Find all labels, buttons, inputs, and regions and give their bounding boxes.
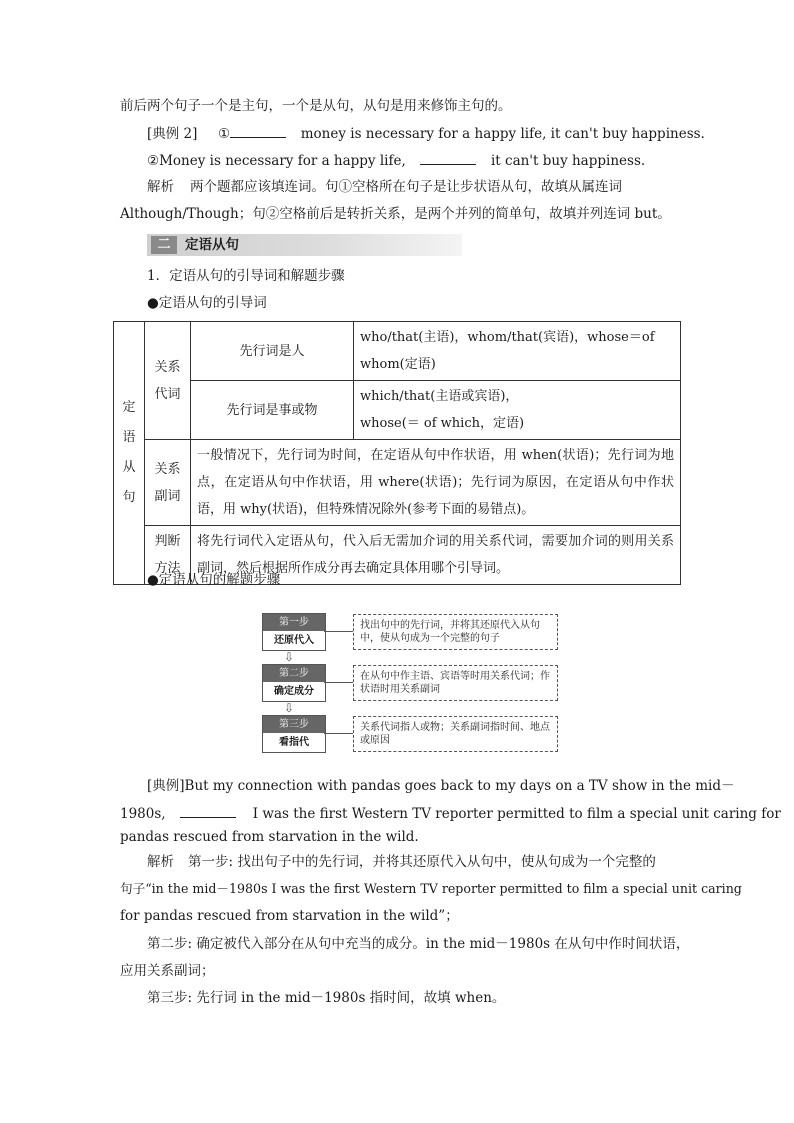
judge-text: 将先行词代入定语从句，代入后无需加介词的用关系代词，需要加介词的则用关系副词，然后根据所作成分再去确定具体用哪个引导词。 (191, 526, 681, 585)
example2-q2 (147, 150, 645, 171)
connector-line (324, 733, 353, 734)
example-line-2: 1980s, I was the first Western TV reporter permitted to film a special unit caring for (120, 803, 781, 824)
connector-line (324, 682, 353, 683)
example-step2-b: 应用关系副词； (120, 963, 215, 979)
table-main-header: 定 语 从 句 (114, 322, 145, 585)
flow-step-3: 第三步 看指代 (262, 715, 326, 753)
example-step2-a: 第二步: 确定被代入部分在从句中充当的成分。in the mid－1980s 在从句中作时间状语， (147, 936, 690, 952)
section-number: 二 (151, 236, 177, 254)
example-text-1: But my connection with pandas goes back to my days on a TV show in the mid－ (184, 778, 735, 794)
rel-pronoun-header: 关系 代词 (145, 322, 191, 440)
subsection-title: 1．定语从句的引导词和解题步骤 (147, 268, 345, 284)
example-analysis-2: 句子“in the mid－1980s I was the first Western TV reporter permitted to film a special unit caring (120, 881, 742, 896)
flow-desc-1: 找出句中的先行词，并将其还原代入从句中，使从句成为一个完整的句子 (353, 614, 558, 650)
flow-desc-2: 在从句中作主语、宾语等时用关系代词；作状语时用关系副词 (353, 665, 558, 701)
thing-value: which/that(主语或宾语)， whose(＝ of which，定语) (354, 381, 681, 440)
rel-adverb-header: 关系 副词 (145, 440, 191, 526)
bullet-steps: ●定语从句的解题步骤 (147, 572, 281, 588)
q2-text: ②Money is necessary for a happy life, (147, 153, 406, 169)
thing-label: 先行词是事或物 (191, 381, 354, 440)
answer-blank (180, 803, 236, 818)
q1-number: ① (218, 126, 231, 142)
person-value: who/that(主语)，whom/that(宾语)，whose＝of whom(定语) (354, 322, 681, 381)
answer-blank (420, 150, 476, 165)
analysis-label: 解析 (147, 854, 174, 870)
down-arrow-icon: ⇩ (284, 650, 295, 664)
analysis-text: 两个题都应该填连词。句①空格所在句子是让步状语从句，故填从属连词 (190, 179, 622, 195)
person-label: 先行词是人 (191, 322, 354, 381)
example2-label: [典例 2] (147, 126, 198, 142)
down-arrow-icon: ⇩ (284, 701, 295, 715)
analysis-label: 解析 (147, 179, 174, 195)
analysis-line-1 (147, 177, 622, 197)
section-heading (147, 234, 462, 256)
answer-blank (230, 123, 286, 138)
example-analysis-1: 解析 第一步: 找出句子中的先行词，并将其还原代入从句中，使从句成为一个完整的 (147, 854, 656, 870)
example-line-3: pandas rescued from starvation in the wild. (120, 829, 419, 845)
q2-tail: it can't buy happiness. (490, 153, 646, 169)
flow-desc-3: 关系代词指人或物；关系副词指时间、地点或原因 (353, 716, 558, 752)
example2-q1 (147, 123, 705, 144)
bullet-pronouns: ●定语从句的引导词 (147, 295, 267, 311)
example-step3: 第三步: 先行词 in the mid－1980s 指时间，故填 when。 (147, 990, 506, 1006)
connector-line (324, 631, 353, 632)
relative-clause-table (113, 321, 681, 585)
example-line-1 (147, 776, 735, 796)
rel-adverb-text: 一般情况下，先行词为时间，在定语从句中作状语，用 when(状语)；先行词为地点，在定语从句中作状语，用 where(状语)；先行词为原因，在定语从句中作状语，用 why(状语)，但特殊情况除外(参考下面的易错点)。 (191, 440, 681, 526)
example-label: [典例] (147, 778, 185, 794)
example-analysis-3: for pandas rescued from starvation in the wild”； (120, 908, 459, 924)
intro-line: 前后两个句子一个是主句，一个是从句，从句是用来修饰主句的。 (120, 98, 512, 114)
section-title: 定语从句 (185, 237, 239, 253)
flow-step-2: 第二步 确定成分 (262, 664, 326, 702)
judge-header: 判断 方法 (145, 526, 191, 585)
q1-text: money is necessary for a happy life, it can't buy happiness. (300, 126, 705, 142)
analysis-line-2: Although/Though；句②空格前后是转折关系，是两个并列的简单句，故填并列连词 but。 (120, 206, 671, 222)
flow-step-1: 第一步 还原代入 (262, 613, 326, 651)
